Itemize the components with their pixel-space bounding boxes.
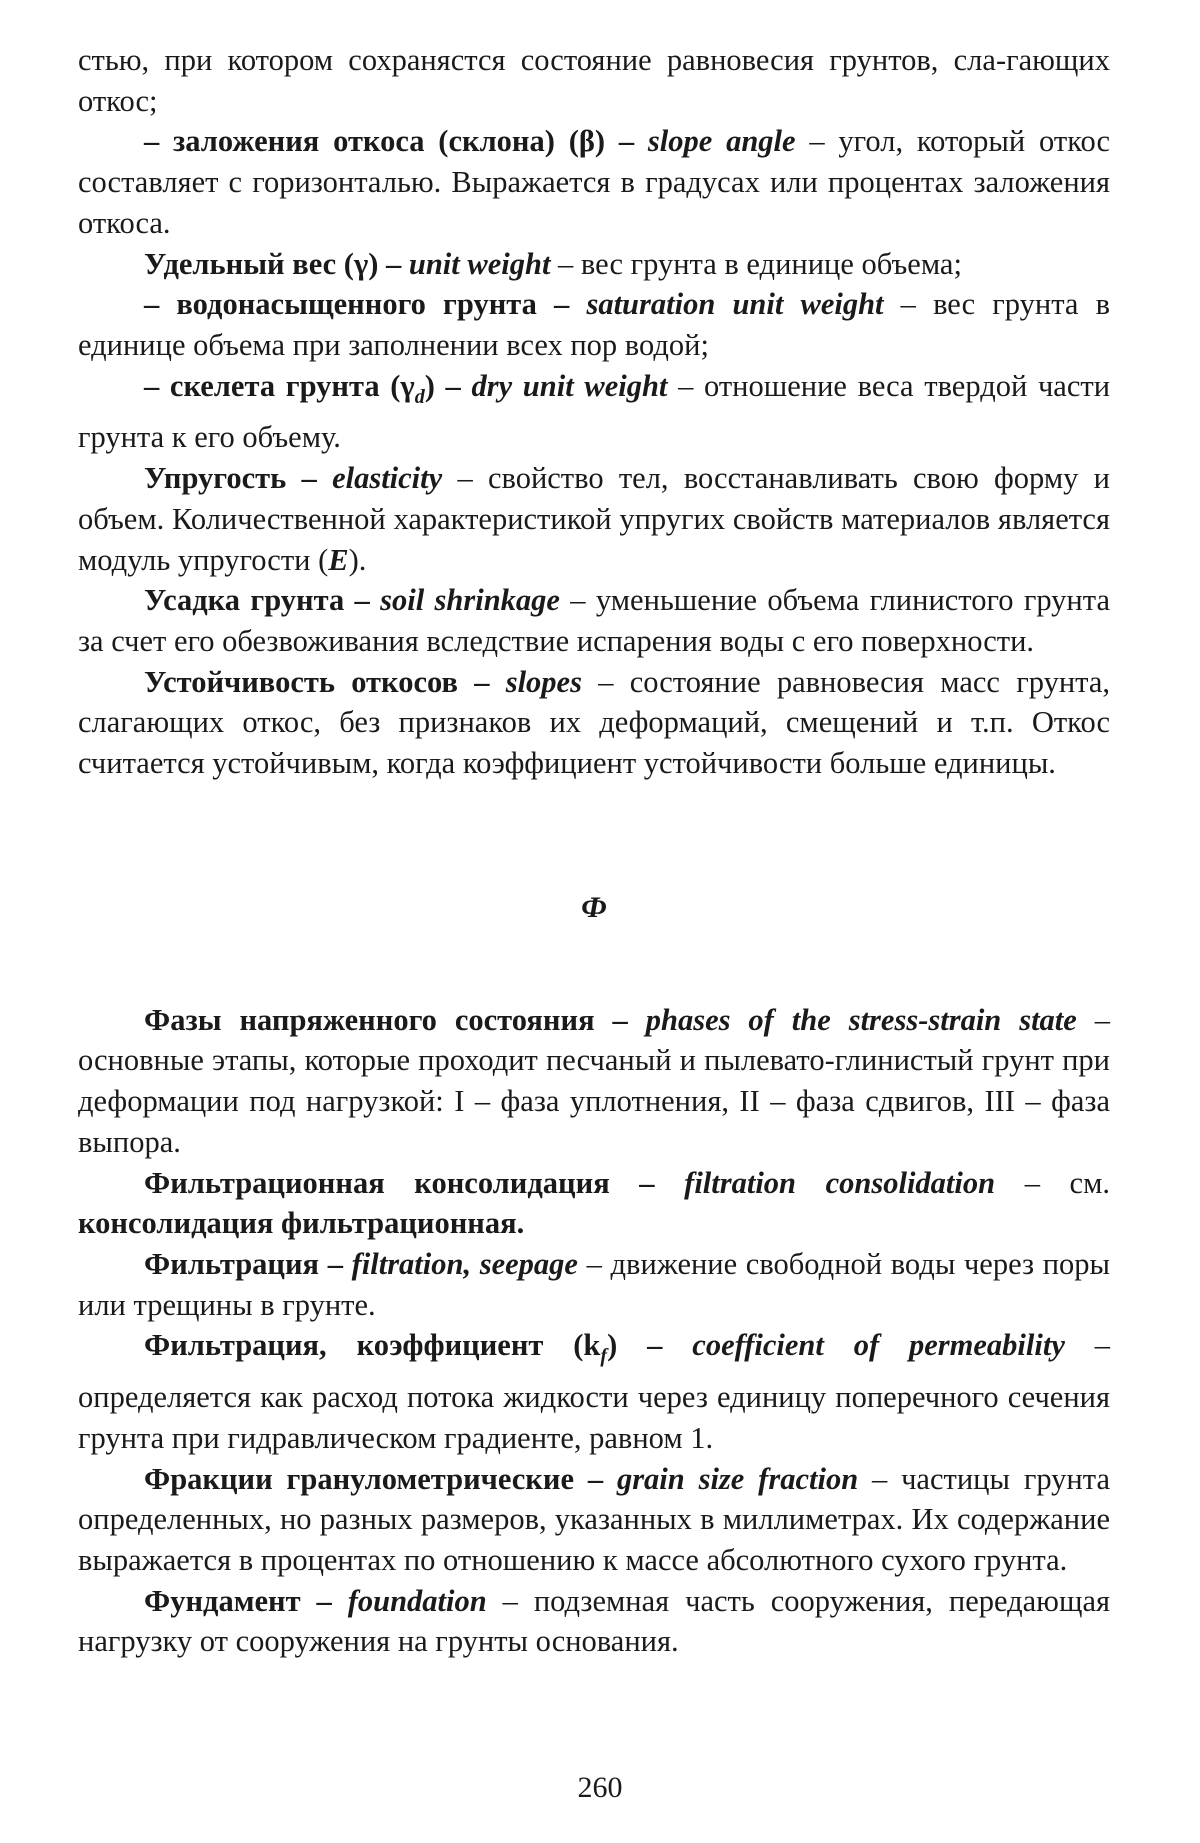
entry-dash: – [536, 287, 587, 322]
glossary-section-upper [78, 40, 1110, 784]
entry-english-term: filtration, seepage [351, 1246, 578, 1281]
entry-definition: – подземная часть сооружения, передающая нагрузку от сооружения на грунты основания. [78, 1583, 1111, 1659]
entry-definition: – угол, который откос составляет с горизонталью. Выражается в градусах или процентах заложения откоса. [78, 124, 1111, 240]
glossary-entry [78, 1244, 1110, 1325]
glossary-entry [78, 1163, 1110, 1244]
entry-dash: – [300, 1583, 348, 1618]
entry-english-term: phases of the stress-strain state [645, 1002, 1077, 1037]
glossary-entry [78, 284, 1110, 365]
entry-definition: – уменьшение объема глинистого грунта за счет его обезвоживания вследствие испарения воды с его поверхности. [78, 583, 1110, 658]
entry-term: Фильтрация, коэффициент (k [144, 1328, 601, 1363]
entry-definition: – состояние равновесия масс грунта, слагающих откос, без признаков их деформаций, смещений и т.п. Откос считается устойчивым, когда коэффициент устойчивости больше единицы. [78, 664, 1111, 781]
glossary-entry [78, 40, 1110, 121]
entry-dash: – [457, 664, 506, 699]
entry-english-term: foundation [347, 1583, 487, 1618]
entry-definition: – движение свободной воды через поры или трещины в грунте. [78, 1246, 1111, 1322]
entry-english-term: slope angle [647, 124, 796, 159]
section-letter-heading: Ф [581, 890, 607, 924]
entry-term: – скелета грунта (γ [144, 368, 415, 403]
entry-definition: – основные этапы, которые проходит песчаный и пылевато-глинистый грунт при деформации под нагрузкой: I – фаза уплотнения, II – фаза сдвигов, III – фаза выпора. [78, 1002, 1111, 1159]
entry-english-term: slopes [505, 664, 582, 699]
entry-english-term: grain size fraction [616, 1461, 859, 1496]
entry-definition: – вес грунта в единице объема при заполнении всех пор водой; [78, 287, 1111, 362]
entry-dash: – [319, 1246, 352, 1281]
glossary-entry [78, 244, 1110, 285]
entry-term: Фильтрация [144, 1246, 320, 1281]
glossary-entry [78, 458, 1110, 580]
page-number: 260 [577, 1771, 623, 1804]
entry-term: Упругость [144, 461, 287, 496]
glossary-entry [78, 580, 1110, 661]
entry-term-subscript: d [414, 385, 425, 408]
entry-term: Удельный вес (γ) [144, 246, 379, 281]
entry-dash: – [286, 461, 333, 496]
glossary-entry [78, 1459, 1110, 1581]
spacer [78, 784, 1110, 888]
entry-definition: – вес грунта в единице объема; [550, 246, 962, 281]
glossary-entry [78, 662, 1110, 784]
entry-term-tail: ) [607, 1328, 618, 1363]
entry-term: Фундамент [144, 1583, 301, 1618]
glossary-entry [78, 1581, 1110, 1662]
entry-text: стью, при котором сохранястся состояние равновесия грунтов, сла-гающих откос; [78, 43, 1110, 118]
entry-term: Фазы напряженного состояния [144, 1002, 595, 1037]
entry-definition-tail: ). [348, 542, 367, 577]
entry-definition: – частицы грунта определенных, но разных размеров, указанных в миллиметрах. Их содержание выражается в процентах по отношению к массе абсолютного сухого грунта. [78, 1461, 1110, 1577]
page-body [78, 40, 1110, 1662]
entry-dash: – [574, 1461, 617, 1496]
glossary-entry [78, 366, 1110, 459]
entry-english-term: filtration consolidation [684, 1165, 996, 1200]
entry-definition: – см. [995, 1165, 1110, 1200]
entry-term-subscript: f [600, 1345, 608, 1368]
entry-english-term: soil shrinkage [380, 583, 560, 618]
glossary-entry [78, 1000, 1110, 1163]
entry-english-term: saturation unit weight [586, 287, 884, 322]
entry-term-tail: ) [424, 368, 435, 403]
entry-term: Фракции гранулометрические [144, 1461, 574, 1496]
entry-term: Усадка грунта [144, 583, 345, 618]
entry-dash: – [609, 1165, 685, 1200]
entry-dash: – [378, 246, 409, 281]
entry-definition: – отношение веса твердой части грунта к его объему. [78, 368, 1111, 455]
entry-definition: – свойство тел, восстанавливать свою форму и объем. Количественной характеристикой упругих свойств материалов является модуль упругости ( [78, 461, 1110, 577]
entry-dash: – [344, 583, 381, 618]
spacer [78, 928, 1110, 1000]
entry-term: Устойчивость откосов [144, 664, 458, 699]
entry-dash: – [434, 368, 472, 403]
entry-english-term: dry unit weight [471, 368, 668, 403]
glossary-entry [78, 1325, 1110, 1458]
glossary-section-lower [78, 1000, 1110, 1662]
glossary-entry [78, 121, 1110, 243]
entry-dash: – [617, 1328, 693, 1363]
entry-english-term: elasticity [332, 461, 443, 496]
entry-dash: – [594, 1002, 646, 1037]
entry-definition: – определяется как расход потока жидкости через единицу поперечного сечения грунта при гидравлическом градиенте, равном 1. [78, 1328, 1111, 1455]
entry-term: Фильтрационная консолидация [144, 1165, 610, 1200]
entry-english-term: unit weight [408, 246, 551, 281]
entry-english-term: coefficient of permeability [692, 1328, 1065, 1363]
entry-term: – водонасыщенного грунта [144, 287, 537, 322]
entry-cross-reference: консолидация фильтрационная. [78, 1206, 525, 1241]
entry-dash: – [605, 124, 648, 159]
entry-term: – заложения откоса (склона) (β) [144, 124, 606, 159]
entry-symbol: E [328, 542, 349, 577]
